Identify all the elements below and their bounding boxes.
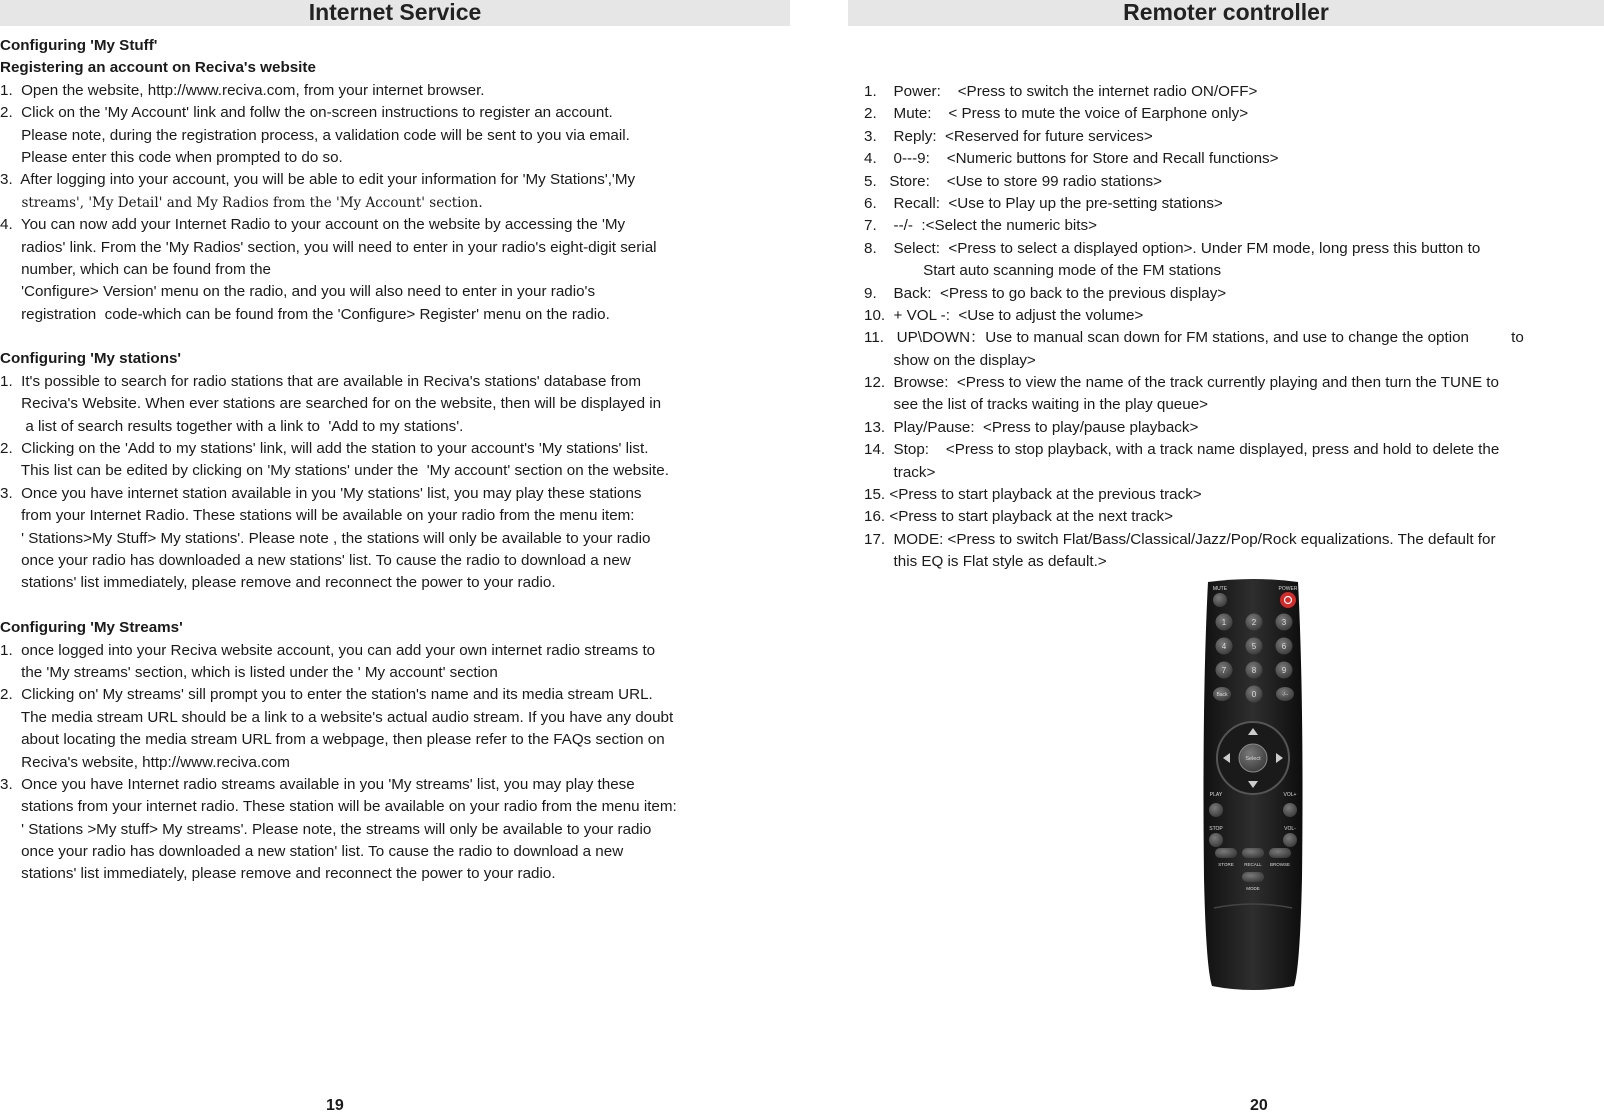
right-page-body	[864, 81, 1604, 574]
select-label: Select	[1245, 756, 1261, 762]
text-line: 3. Reply: <Reserved for future services>	[864, 127, 1153, 145]
digit-label: 3	[1281, 618, 1287, 627]
text-line: 3. Once you have Internet radio streams available in you 'My streams' list, you may play these	[0, 775, 635, 793]
left-page-header: Internet Service	[0, 0, 790, 26]
text-line: Please note, during the registration process, a validation code will be sent to you via email.	[0, 126, 630, 144]
power-button	[1280, 592, 1296, 608]
play-button	[1209, 803, 1223, 817]
mute-label: MUTE	[1212, 586, 1228, 592]
section-heading: Configuring 'My Stuff'	[0, 37, 158, 54]
mute-button	[1213, 593, 1227, 607]
text-line: once your radio has downloaded a new station' list. To cause the radio to download a new	[0, 843, 624, 861]
digit-label: 0	[1251, 690, 1257, 699]
text-line: 1. It's possible to search for radio stations that are available in Reciva's stations' database from	[0, 372, 641, 390]
remote-control-image	[1200, 578, 1306, 992]
digit-label: 5	[1251, 642, 1257, 651]
text-line: 7. --/- :<Select the numeric bits>	[864, 217, 1097, 235]
text-line: 5. Store: <Use to store 99 radio stations>	[864, 172, 1163, 190]
browse-label: BROWSE	[1269, 862, 1291, 867]
text-line: 2. Clicking on the 'Add to my stations' link, will add the station to your account's 'My stations' list.	[0, 440, 649, 458]
text-line: 15. <Press to start playback at the previous track>	[864, 486, 1202, 504]
store-button	[1215, 848, 1237, 858]
vol-minus-button	[1283, 833, 1297, 847]
reply-label: Back	[1216, 692, 1228, 698]
text-line: 'Configure> Version' menu on the radio, and you will also need to enter in your radio's	[0, 283, 596, 301]
page-number: 20	[1250, 1097, 1268, 1114]
digit-label: 1	[1221, 618, 1227, 627]
section-heading: Configuring 'My stations'	[0, 350, 182, 368]
text-line: 4. You can now add your Internet Radio to your account on the website by accessing the 'My	[0, 216, 626, 234]
recall-button	[1242, 848, 1264, 858]
text-line: stations' list immediately, please remove and reconnect the power to your radio.	[0, 865, 556, 883]
text-line: registration code-which can be found from the 'Configure> Register' menu on the radio.	[0, 305, 610, 323]
text-line: show on the display>	[864, 351, 1036, 369]
text-line: stations from your internet radio. These station will be available on your radio from the menu item:	[0, 798, 677, 816]
text-line: a list of search results together with a link to 'Add to my stations'.	[0, 417, 464, 435]
text-line: 10. + VOL -: <Use to adjust the volume>	[864, 306, 1144, 324]
dash-label: -/--	[1281, 692, 1289, 698]
text-line: 6. Recall: <Use to Play up the pre-setting stations>	[864, 194, 1223, 212]
vol-minus-label: VOL-	[1284, 826, 1296, 832]
text-line: Please enter this code when prompted to do so.	[0, 148, 343, 166]
text-line: 11. UP\DOWN：Use to manual scan down for FM stations, and use to change the option to	[864, 329, 1524, 347]
page-number: 19	[326, 1097, 344, 1114]
text-line: once your radio has downloaded a new stations' list. To cause the radio to download a new	[0, 551, 631, 569]
text-line: Reciva's Website. When ever stations are searched for on the website, then will be displayed in	[0, 395, 662, 413]
text-line: 3. Once you have internet station available in you 'My stations' list, you may play these stations	[0, 484, 642, 502]
text-line: 2. Click on the 'My Account' link and follw the on-screen instructions to register an account.	[0, 104, 613, 122]
recall-label: RECALL	[1244, 862, 1262, 867]
text-line: 1. once logged into your Reciva website account, you can add your own internet radio streams to	[0, 641, 656, 659]
text-line: This list can be edited by clicking on 'My stations' under the 'My account' section on the website.	[0, 462, 669, 480]
text-line: from your Internet Radio. These stations will be available on your radio from the menu item:	[0, 507, 635, 525]
text-line: 16. <Press to start playback at the next track>	[864, 508, 1173, 526]
text-line: 12. Browse: <Press to view the name of the track currently playing and then turn the TUNE to	[864, 374, 1499, 392]
text-line: 2. Mute: < Press to mute the voice of Earphone only>	[864, 105, 1249, 123]
digit-label: 8	[1251, 666, 1257, 675]
text-line: 3. After logging into your account, you will be able to edit your information for 'My Stations','My	[0, 171, 636, 189]
text-line: the 'My streams' section, which is listed under the ' My account' section	[0, 663, 498, 681]
blank-line	[0, 595, 790, 617]
digit-label: 7	[1221, 666, 1227, 675]
browse-button	[1269, 848, 1291, 858]
stop-button	[1209, 833, 1223, 847]
digit-label: 6	[1281, 642, 1287, 651]
digit-label: 2	[1251, 618, 1257, 627]
mode-button	[1242, 872, 1264, 882]
text-line: 17. MODE: <Press to switch Flat/Bass/Classical/Jazz/Pop/Rock equalizations. The default for	[864, 530, 1496, 548]
section-heading: Registering an account on Reciva's website	[0, 59, 316, 77]
section-heading: Configuring 'My Streams'	[0, 619, 183, 637]
text-line: Start auto scanning mode of the FM stations	[864, 262, 1222, 280]
text-line: 1. Power: <Press to switch the internet radio ON/OFF>	[864, 83, 1258, 100]
text-line: this EQ is Flat style as default.>	[864, 553, 1107, 571]
text-line: 2. Clicking on' My streams' sill prompt you to enter the station's name and its media stream URL.	[0, 686, 653, 704]
store-label: STORE	[1218, 862, 1234, 867]
text-line: see the list of tracks waiting in the play queue>	[864, 396, 1209, 414]
text-line: 1. Open the website, http://www.reciva.com, from your internet browser.	[0, 81, 485, 99]
text-line: radios' link. From the 'My Radios' section, you will need to enter in your radio's eight-digit serial	[0, 238, 657, 256]
text-line: 9. Back: <Press to go back to the previous display>	[864, 284, 1227, 302]
text-line: stations' list immediately, please remove and reconnect the power to your radio.	[0, 574, 556, 592]
mode-label: MODE	[1246, 886, 1260, 891]
text-line: 8. Select: <Press to select a displayed option>. Under FM mode, long press this button to	[864, 239, 1481, 257]
text-line: ' Stations>My Stuff> My stations'. Please note , the stations will only be available to your radio	[0, 529, 651, 547]
left-page-body	[0, 35, 790, 886]
digit-label: 9	[1281, 666, 1287, 675]
play-label: PLAY	[1209, 792, 1223, 798]
text-line: The media stream URL should be a link to a website's actual audio stream. If you have any doubt	[0, 708, 674, 726]
text-line: 13. Play/Pause: <Press to play/pause playback>	[864, 418, 1199, 436]
vol-plus-label: VOL+	[1283, 792, 1297, 798]
text-line: ' Stations >My stuff> My streams'. Please note, the streams will only be available to your radio	[0, 820, 652, 838]
text-line: Reciva's website, http://www.reciva.com	[0, 753, 290, 771]
text-line: track>	[864, 463, 936, 481]
right-page-header: Remoter controller	[848, 0, 1604, 26]
blank-line	[0, 326, 790, 348]
power-label: POWER	[1278, 586, 1298, 592]
text-line: streams', 'My Detail' and My Radios from the 'My Account' section.	[0, 194, 483, 211]
text-line: 4. 0---9: <Numeric buttons for Store and Recall functions>	[864, 150, 1279, 168]
text-line: about locating the media stream URL from a webpage, then please refer to the FAQs section on	[0, 731, 665, 749]
text-line: 14. Stop: <Press to stop playback, with a track name displayed, press and hold to delete the	[864, 441, 1500, 459]
digit-label: 4	[1221, 642, 1227, 651]
stop-label: STOP	[1209, 826, 1223, 832]
vol-plus-button	[1283, 803, 1297, 817]
text-line: number, which can be found from the	[0, 260, 271, 278]
